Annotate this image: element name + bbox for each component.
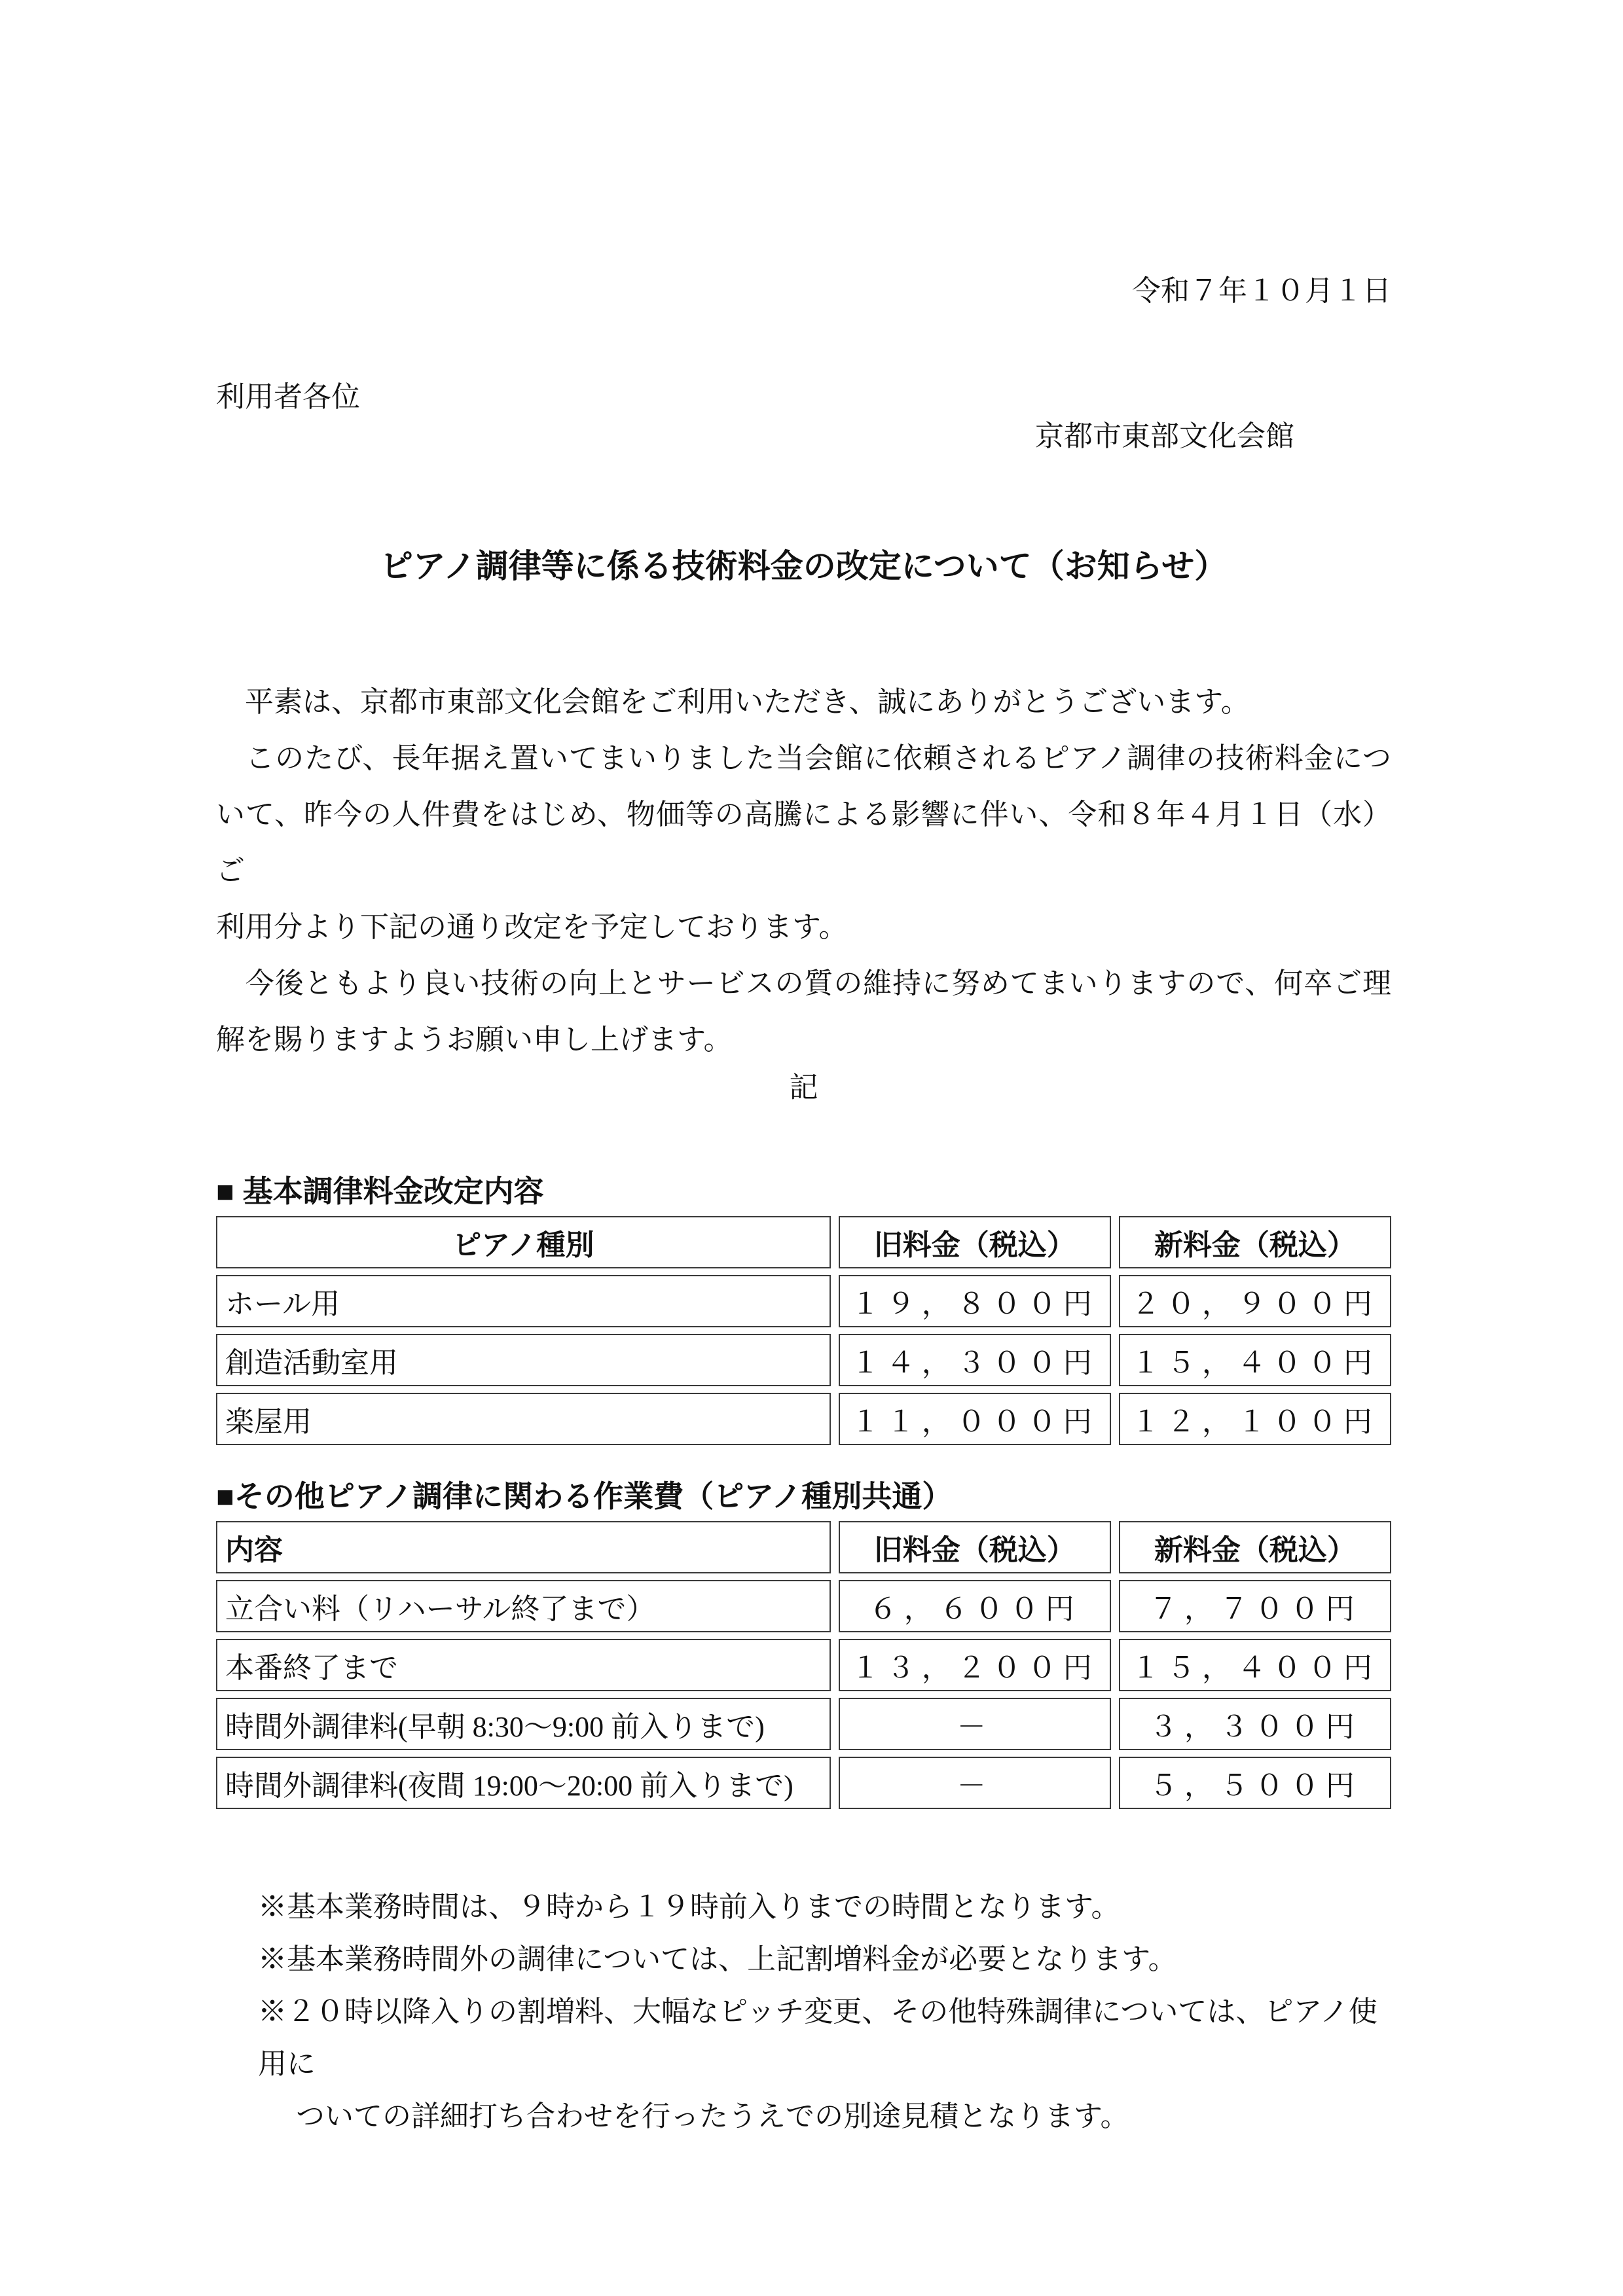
table-row [216, 1757, 1391, 1809]
col-header-new-price: 新料金（税込） [1119, 1216, 1391, 1268]
table-row [216, 1275, 1391, 1327]
new-price: １５，４００円 [1119, 1334, 1391, 1386]
document-date: 令和７年１０月１日 [1132, 275, 1391, 307]
footnote-line: ※２０時以降入りの割増料、大幅なピッチ変更、その他特殊調律については、ピアノ使用に [258, 1996, 1377, 2080]
table-row [216, 1393, 1391, 1445]
section2-heading: ■その他ピアノ調律に関わる作業費（ピアノ種別共通） [216, 1479, 953, 1513]
row-label: 楽屋用 [216, 1393, 831, 1445]
paragraph-line: 解を賜りますようお願い申し上げます。 [216, 1024, 733, 1056]
basic-tuning-fee-table [208, 1210, 1399, 1452]
table-row [216, 1334, 1391, 1386]
table-row [216, 1580, 1391, 1632]
body-paragraphs [216, 674, 1391, 1068]
paragraph-line: 平素は、京都市東部文化会館をご利用いただき、誠にありがとうございます。 [216, 686, 1250, 718]
paragraph-line: このたび、長年据え置いてまいりました当会館に依頼されるピアノ調律の技術料金につ [216, 742, 1391, 774]
old-price: － [839, 1698, 1111, 1750]
old-price: １３，２００円 [839, 1639, 1111, 1691]
col-header-description: 内容 [216, 1521, 831, 1573]
table-header-row [216, 1521, 1391, 1573]
col-header-old-price: 旧料金（税込） [839, 1521, 1111, 1573]
other-tuning-work-fee-table [208, 1515, 1399, 1816]
new-price: ７，７００円 [1119, 1580, 1391, 1632]
recipient: 利用者各位 [216, 381, 360, 413]
row-label: 時間外調律料(早朝 8:30～9:00 前入りまで) [216, 1698, 831, 1750]
footnote-line: ※基本業務時間は、９時から１９時前入りまでの時間となります。 [258, 1891, 1120, 1923]
document-title: ピアノ調律等に係る技術料金の改定について（お知らせ） [380, 548, 1228, 584]
new-price: １５，４００円 [1119, 1639, 1391, 1691]
col-header-old-price: 旧料金（税込） [839, 1216, 1111, 1268]
new-price: ５，５００円 [1119, 1757, 1391, 1809]
row-label: 立合い料（リハーサル終了まで） [216, 1580, 831, 1632]
footnotes [216, 1881, 1391, 2143]
new-price: ３，３００円 [1119, 1698, 1391, 1750]
row-label: 時間外調律料(夜間 19:00～20:00 前入りまで) [216, 1757, 831, 1809]
top-margin [216, 0, 1391, 272]
footnote-line: ※基本業務時間外の調律については、上記割増料金が必要となります。 [258, 1943, 1177, 1975]
table-row [216, 1639, 1391, 1691]
col-header-piano-type: ピアノ種別 [216, 1216, 831, 1268]
old-price: １９，８００円 [839, 1275, 1111, 1327]
table-header-row [216, 1216, 1391, 1268]
notation-ki: 記 [789, 1071, 818, 1103]
row-label: ホール用 [216, 1275, 831, 1327]
paragraph-line: 今後ともより良い技術の向上とサービスの質の維持に努めてまいりますので、何卒ご理 [216, 967, 1391, 999]
new-price: ２０，９００円 [1119, 1275, 1391, 1327]
section1-heading: ■ 基本調律料金改定内容 [216, 1174, 544, 1208]
col-header-new-price: 新料金（税込） [1119, 1521, 1391, 1573]
old-price: ６，６００円 [839, 1580, 1111, 1632]
footnote-line-continuation: ついての詳細打ち合わせを行ったうえでの別途見積となります。 [296, 2100, 1129, 2132]
old-price: １１，０００円 [839, 1393, 1111, 1445]
paragraph-line: 利用分より下記の通り改定を予定しております。 [216, 911, 848, 943]
new-price: １２，１００円 [1119, 1393, 1391, 1445]
old-price: １４，３００円 [839, 1334, 1111, 1386]
old-price: － [839, 1757, 1111, 1809]
organization: 京都市東部文化会館 [1035, 420, 1294, 452]
row-label: 創造活動室用 [216, 1334, 831, 1386]
row-label: 本番終了まで [216, 1639, 831, 1691]
table-row [216, 1698, 1391, 1750]
paragraph-line: いて、昨今の人件費をはじめ、物価等の高騰による影響に伴い、令和８年４月１日（水）ご [216, 798, 1391, 887]
